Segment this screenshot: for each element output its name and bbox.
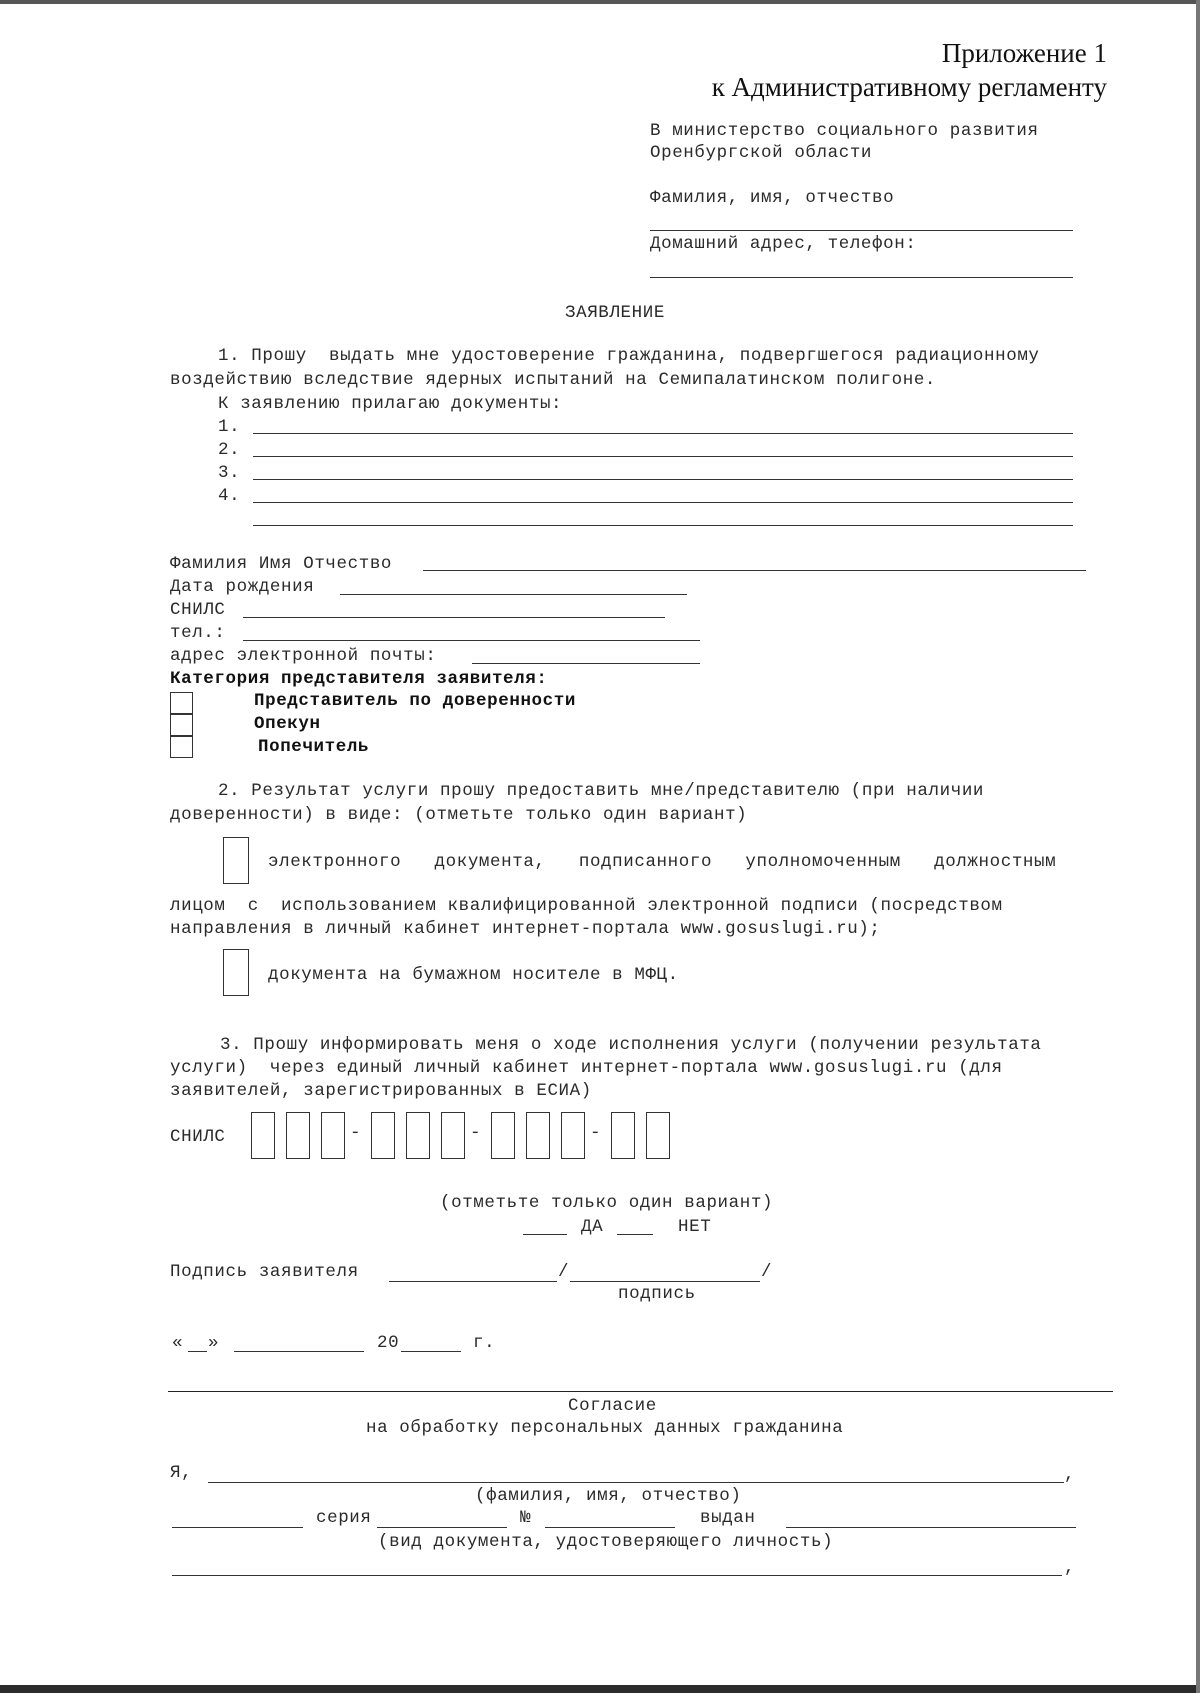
result-option-electronic-line3: направления в личный кабинет интернет-портала www.gosuslugi.ru);	[170, 919, 881, 939]
category-checkbox-proxy[interactable]	[170, 692, 193, 714]
result-option-electronic-checkbox[interactable]	[223, 837, 249, 884]
consent-issued-label: выдан	[700, 1508, 756, 1528]
item1-line2: воздействию вследствие ядерных испытаний на Семипалатинском полигоне.	[170, 370, 937, 390]
consent-separator	[168, 1391, 1113, 1392]
addressee-fio-label: Фамилия, имя, отчество	[650, 188, 895, 208]
consent-subtitle: на обработку персональных данных гражданина	[366, 1418, 844, 1438]
appendix-regulation: к Административному регламенту	[711, 72, 1107, 102]
item3-line3: заявителей, зарегистрированных в ЕСИА)	[170, 1081, 592, 1101]
snils-digit-box[interactable]	[441, 1112, 465, 1159]
doc-number-2: 2.	[218, 440, 241, 460]
item1-line1: 1. Прошу выдать мне удостоверение гражданина, подвергшегося радиационному	[218, 346, 1040, 366]
scan-edge-top	[0, 0, 1200, 4]
field-fio-line[interactable]	[423, 570, 1086, 571]
consent-number-line[interactable]	[545, 1527, 675, 1528]
field-phone-line[interactable]	[243, 640, 700, 641]
category-option-custodian: Попечитель	[258, 737, 370, 757]
addressee-line1: В министерство социального развития	[650, 121, 1039, 141]
doc-number-4: 4.	[218, 486, 241, 506]
addressee-address-label: Домашний адрес, телефон:	[650, 234, 917, 254]
date-year-suffix: г.	[473, 1333, 496, 1353]
doc-number-1: 1.	[218, 417, 241, 437]
consent-doc-caption: (вид документа, удостоверяющего личность)	[378, 1532, 834, 1552]
signature-caption: подпись	[618, 1284, 696, 1304]
snils-grid-label: СНИЛС	[170, 1127, 226, 1147]
signature-slash-1: /	[558, 1262, 570, 1282]
result-option-electronic-line1: электронного документа, подписанного уполномоченным должностным	[268, 852, 1057, 872]
addressee-fio-line[interactable]	[650, 230, 1073, 231]
signature-slash-2: /	[761, 1262, 773, 1282]
date-quote-close: »	[208, 1333, 220, 1353]
snils-digit-box[interactable]	[561, 1112, 585, 1159]
scan-edge-bottom	[0, 1685, 1200, 1693]
result-option-electronic-line2: лицом с использованием квалифицированной электронной подписи (посредством	[170, 896, 1003, 916]
consent-doctype-line[interactable]	[172, 1527, 303, 1528]
consent-i-label: Я,	[170, 1463, 193, 1483]
doc-line-2[interactable]	[253, 456, 1073, 457]
signature-label: Подпись заявителя	[170, 1262, 359, 1282]
yes-label: ДА	[581, 1217, 604, 1237]
consent-last-comma: ,	[1064, 1558, 1076, 1578]
category-checkbox-guardian[interactable]	[170, 714, 193, 736]
addressee-address-line[interactable]	[650, 277, 1073, 278]
snils-digit-box[interactable]	[491, 1112, 515, 1159]
consent-fio-comma: ,	[1064, 1465, 1076, 1485]
doc-line-3[interactable]	[253, 479, 1073, 480]
date-month-line[interactable]	[234, 1351, 364, 1352]
consent-last-line[interactable]	[172, 1575, 1062, 1576]
snils-dash: -	[470, 1123, 482, 1143]
field-fio-label: Фамилия Имя Отчество	[170, 554, 393, 574]
category-label: Категория представителя заявителя:	[170, 669, 548, 689]
snils-dash: -	[350, 1123, 362, 1143]
snils-digit-box[interactable]	[611, 1112, 635, 1159]
consent-issued-line[interactable]	[786, 1527, 1076, 1528]
field-phone-label: тел.:	[170, 623, 226, 643]
doc-line-5[interactable]	[253, 525, 1073, 526]
item2-line1: 2. Результат услуги прошу предоставить мне/представителю (при наличии	[218, 781, 985, 801]
result-option-paper-checkbox[interactable]	[223, 949, 249, 996]
snils-dash: -	[590, 1123, 602, 1143]
item1-docs-label: К заявлению прилагаю документы:	[218, 394, 563, 414]
yes-blank[interactable]	[523, 1234, 567, 1235]
snils-digit-box[interactable]	[406, 1112, 430, 1159]
field-snils-label: СНИЛС	[170, 600, 226, 620]
consent-number-label: №	[520, 1508, 532, 1528]
field-birth-line[interactable]	[340, 594, 687, 595]
item3-line2: услуги) через единый личный кабинет интернет-портала www.gosuslugi.ru (для	[170, 1058, 1003, 1078]
result-option-paper-label: документа на бумажном носителе в МФЦ.	[268, 965, 679, 985]
snils-digit-box[interactable]	[286, 1112, 310, 1159]
no-label: НЕТ	[678, 1217, 712, 1237]
signature-line-1[interactable]	[389, 1281, 557, 1282]
snils-digit-box[interactable]	[526, 1112, 550, 1159]
no-blank[interactable]	[617, 1234, 653, 1235]
consent-series-label: серия	[316, 1508, 372, 1528]
one-variant-note: (отметьте только один вариант)	[440, 1193, 774, 1213]
doc-line-4[interactable]	[253, 502, 1073, 503]
consent-title: Согласие	[568, 1396, 657, 1416]
date-year-prefix: 20	[377, 1333, 400, 1353]
field-email-line[interactable]	[472, 663, 700, 664]
snils-digit-box[interactable]	[251, 1112, 275, 1159]
snils-digit-box[interactable]	[321, 1112, 345, 1159]
appendix-number: Приложение 1	[941, 38, 1107, 68]
category-option-proxy: Представитель по доверенности	[254, 691, 576, 711]
field-birth-label: Дата рождения	[170, 577, 315, 597]
consent-series-line[interactable]	[377, 1527, 507, 1528]
doc-number-3: 3.	[218, 463, 241, 483]
signature-line-2[interactable]	[570, 1281, 760, 1282]
item3-line1: 3. Прошу информировать меня о ходе исполнения услуги (получении результата	[220, 1035, 1042, 1055]
scan-edge-right	[1196, 0, 1200, 1693]
field-snils-line[interactable]	[243, 617, 665, 618]
snils-digit-box[interactable]	[371, 1112, 395, 1159]
category-option-guardian: Опекун	[254, 714, 321, 734]
date-day-line[interactable]	[188, 1351, 207, 1352]
doc-line-1[interactable]	[253, 433, 1073, 434]
item2-line2: доверенности) в виде: (отметьте только один вариант)	[170, 805, 748, 825]
document-title: ЗАЯВЛЕНИЕ	[565, 303, 665, 323]
snils-digit-box[interactable]	[646, 1112, 670, 1159]
field-email-label: адрес электронной почты:	[170, 646, 437, 666]
addressee-line2: Оренбургской области	[650, 143, 873, 163]
category-checkbox-custodian[interactable]	[170, 736, 193, 758]
date-year-line[interactable]	[401, 1351, 461, 1352]
date-quote-open: «	[172, 1333, 184, 1353]
consent-fio-caption: (фамилия, имя, отчество)	[475, 1486, 742, 1506]
consent-fio-line[interactable]	[208, 1482, 1064, 1483]
